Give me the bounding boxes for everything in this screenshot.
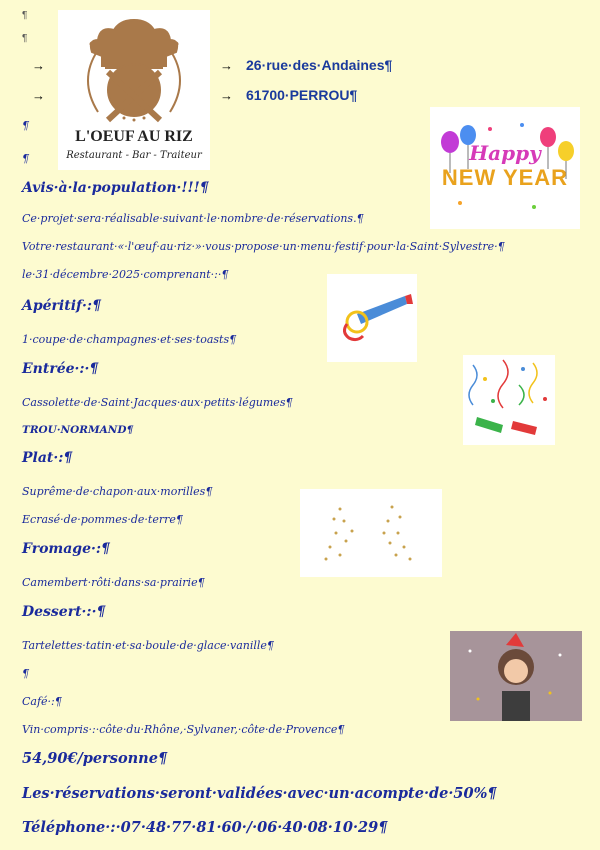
cafe-item: Café·:¶: [22, 695, 62, 708]
entree-heading: Entrée·:·¶: [22, 361, 99, 377]
restaurant-logo: [58, 10, 210, 170]
trou-normand: TROU·NORMAND¶: [22, 424, 134, 436]
plat-heading: Plat·:¶: [22, 450, 73, 466]
party-girl-icon: [450, 631, 582, 721]
aperitif-heading: Apéritif·:¶: [22, 298, 102, 314]
logo-name: L'OEUF AU RIZ: [75, 128, 193, 145]
telephone: Téléphone·:·07·48·77·81·60·/·06·40·08·10·29¶: [22, 819, 388, 836]
tab-arrow-icon: →: [220, 58, 233, 73]
confetti-image: [463, 355, 555, 445]
announcement-heading: Avis·à·la·population·!!!¶: [22, 180, 209, 196]
happy-text: Happy: [469, 141, 541, 165]
dessert-item: Tartelettes·tatin·et·sa·boule·de·glace·vanille¶: [22, 639, 274, 652]
new-year-text: NEW YEAR: [441, 165, 569, 190]
project-note: Ce·projet·sera·réalisable·suivant·le·nombre·de·réservations.¶: [22, 212, 364, 225]
gold-confetti-image: [300, 489, 442, 577]
happy-new-year-image: [430, 107, 580, 229]
tab-arrow-icon: →: [32, 58, 45, 73]
aperitif-item: 1·coupe·de·champagnes·et·ses·toasts¶: [22, 333, 237, 346]
menu-date: le·31·décembre·2025·comprenant·:·¶: [22, 268, 229, 281]
tab-arrow-icon: →: [32, 88, 45, 103]
party-girl-image: [450, 631, 582, 721]
tab-arrow-icon: →: [220, 88, 233, 103]
fromage-heading: Fromage·:¶: [22, 541, 110, 557]
empty-paragraph: ¶: [22, 152, 29, 165]
confetti-icon: [463, 355, 555, 445]
price: 54,90€/personne¶: [22, 750, 168, 767]
logo-tagline: Restaurant - Bar - Traiteur: [66, 150, 202, 161]
address-street: 26·rue·des·Andaines¶: [246, 57, 393, 73]
menu-intro: Votre·restaurant·«·l'œuf·au·riz·»·vous·propose·un·menu·festif·pour·la·Saint·Sylvestre·¶: [22, 240, 505, 253]
chef-hat-utensils-icon: [58, 10, 210, 170]
empty-paragraph: ¶: [22, 667, 29, 680]
reservation-deposit: Les·réservations·seront·validées·avec·un·acompte·de·50%¶: [22, 785, 497, 802]
fromage-item: Camembert·rôti·dans·sa·prairie¶: [22, 576, 205, 589]
entree-item: Cassolette·de·Saint·Jacques·aux·petits·légumes¶: [22, 396, 293, 409]
plat-item: Ecrasé·de·pommes·de·terre¶: [22, 513, 183, 526]
empty-paragraph-mark: ¶: [22, 33, 28, 44]
gold-sparkle-icon: [300, 489, 442, 577]
party-horn-icon: [327, 274, 417, 362]
empty-paragraph: ¶: [22, 119, 29, 132]
address-city: 61700·PERROU¶: [246, 87, 358, 103]
plat-item: Suprême·de·chapon·aux·morilles¶: [22, 485, 213, 498]
wine-item: Vin·compris·:·côte·du·Rhône,·Sylvaner,·côte·de·Provence¶: [22, 723, 345, 736]
party-horn-image: [327, 274, 417, 362]
dessert-heading: Dessert·:·¶: [22, 604, 106, 620]
empty-paragraph-mark: ¶: [22, 10, 28, 21]
